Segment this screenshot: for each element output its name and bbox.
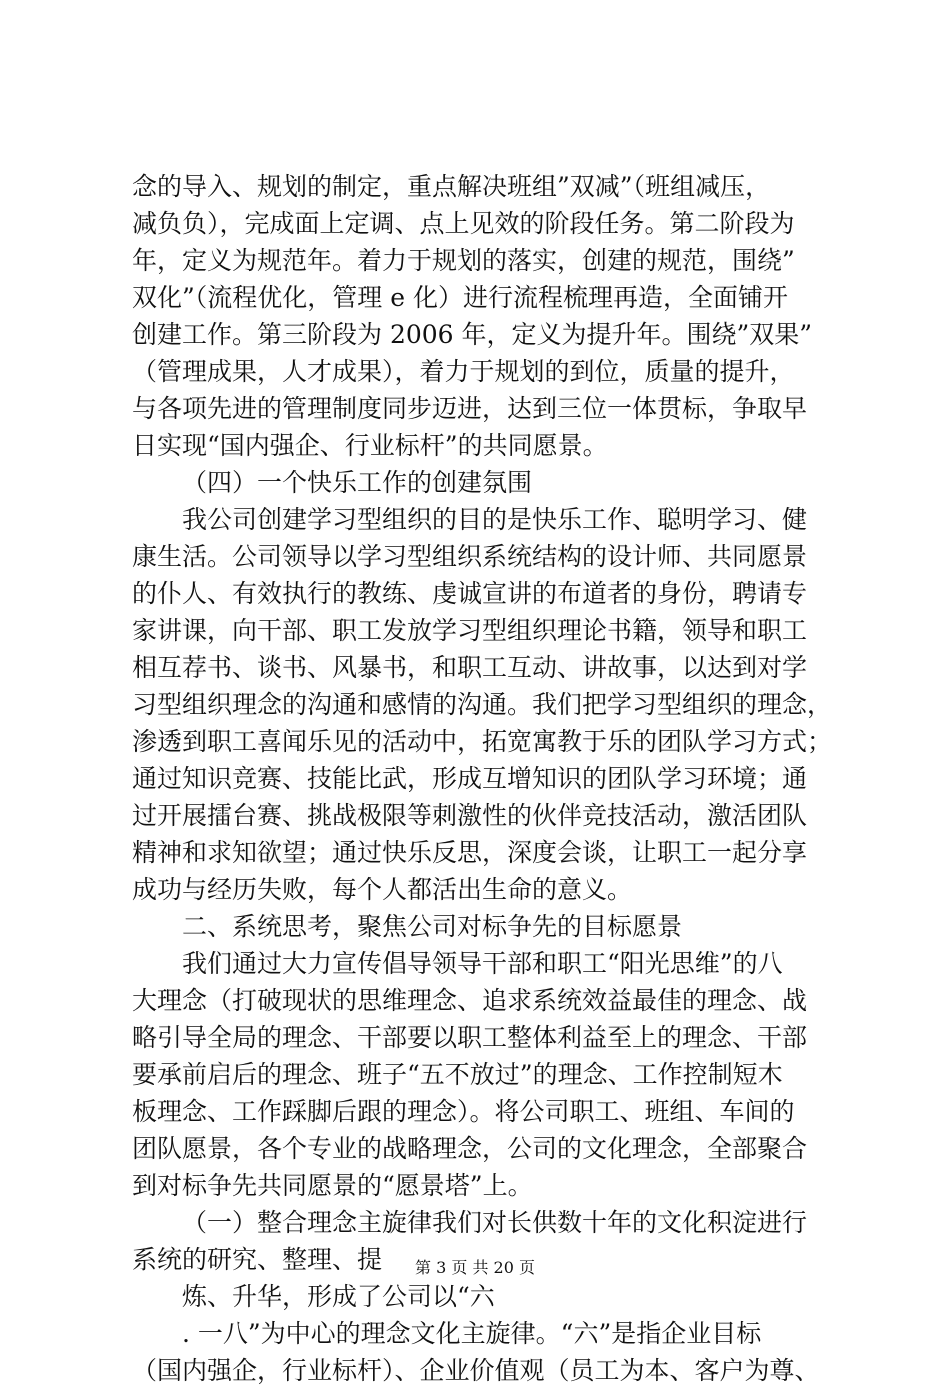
text-line: 成功与经历失败，每个人都活出生命的意义。: [132, 875, 633, 904]
text-line: 相互荐书、谈书、风暴书，和职工互动、讲故事，以达到对学: [132, 653, 808, 682]
text-line: 创建工作。第三阶段为 2006 年，定义为提升年。围绕”双果”: [132, 320, 813, 349]
text-line: 略引导全局的理念、干部要以职工整体利益至上的理念、干部: [132, 1023, 808, 1052]
text-line: 日实现“国内强企、行业标杆”的共同愿景。: [132, 431, 608, 460]
section-heading: （一）整合理念主旋律我们对长供数十年的文化积淀进行: [182, 1208, 808, 1237]
text-line: 念的导入、规划的制定，重点解决班组”双减”（班组减压，: [132, 172, 771, 201]
page-footer: 第 3 页 共 20 页: [415, 1258, 535, 1277]
text-line: 系统的研究、整理、提: [132, 1245, 383, 1274]
text-line: 板理念、工作踩脚后跟的理念）。将公司职工、班组、车间的: [132, 1097, 795, 1126]
text-line: 炼、升华，形成了公司以“六: [182, 1282, 495, 1311]
text-line: 减负负），完成面上定调、点上见效的阶段任务。第二阶段为: [132, 209, 795, 238]
text-line: 与各项先进的管理制度同步迈进，达到三位一体贯标，争取早: [132, 394, 808, 423]
text-line: 要承前启后的理念、班子“五不放过”的理念、工作控制短木: [132, 1060, 783, 1089]
text-line: 年，定义为规范年。着力于规划的落实，创建的规范，围绕”: [132, 246, 795, 275]
text-line: 团队愿景，各个专业的战略理念，公司的文化理念，全部聚合: [132, 1134, 808, 1163]
text-line: 我公司创建学习型组织的目的是快乐工作、聪明学习、健: [182, 505, 808, 534]
text-line: 通过知识竞赛、技能比武，形成互增知识的团队学习环境；通: [132, 764, 808, 793]
text-line: 大理念（打破现状的思维理念、追求系统效益最佳的理念、战: [132, 986, 808, 1015]
text-line: 过开展擂台赛、挑战极限等刺激性的伙伴竞技活动，激活团队: [132, 801, 808, 830]
text-line: 我们通过大力宣传倡导领导干部和职工“阳光思维”的八: [182, 949, 783, 978]
text-line: 的仆人、有效执行的教练、虔诚宣讲的布道者的身份，聘请专: [132, 579, 808, 608]
text-line: （国内强企，行业标杆）、企业价值观（员工为本、客户为尊、: [132, 1356, 820, 1385]
text-line: 习型组织理念的沟通和感情的沟通。我们把学习型组织的理念，: [132, 690, 833, 719]
text-line: . 一八”为中心的理念文化主旋律。“六”是指企业目标: [182, 1319, 762, 1348]
section-heading: （四）一个快乐工作的创建氛围: [182, 468, 533, 497]
text-line: 到对标争先共同愿景的“愿景塔”上。: [132, 1171, 533, 1200]
text-line: 渗透到职工喜闻乐见的活动中，拓宽寓教于乐的团队学习方式；: [132, 727, 833, 756]
text-line: 家讲课，向干部、职工发放学习型组织理论书籍，领导和职工: [132, 616, 808, 645]
section-heading: 二、系统思考，聚焦公司对标争先的目标愿景: [182, 912, 683, 941]
text-line: 双化”（流程优化，管理 e 化）进行流程梳理再造，全面铺开: [132, 283, 788, 312]
body-text: [132, 168, 832, 1389]
text-line: 康生活。公司领导以学习型组织系统结构的设计师、共同愿景: [132, 542, 808, 571]
text-line: （管理成果，人才成果），着力于规划的到位，质量的提升，: [132, 357, 795, 386]
text-line: 精神和求知欲望；通过快乐反思，深度会谈，让职工一起分享: [132, 838, 808, 867]
